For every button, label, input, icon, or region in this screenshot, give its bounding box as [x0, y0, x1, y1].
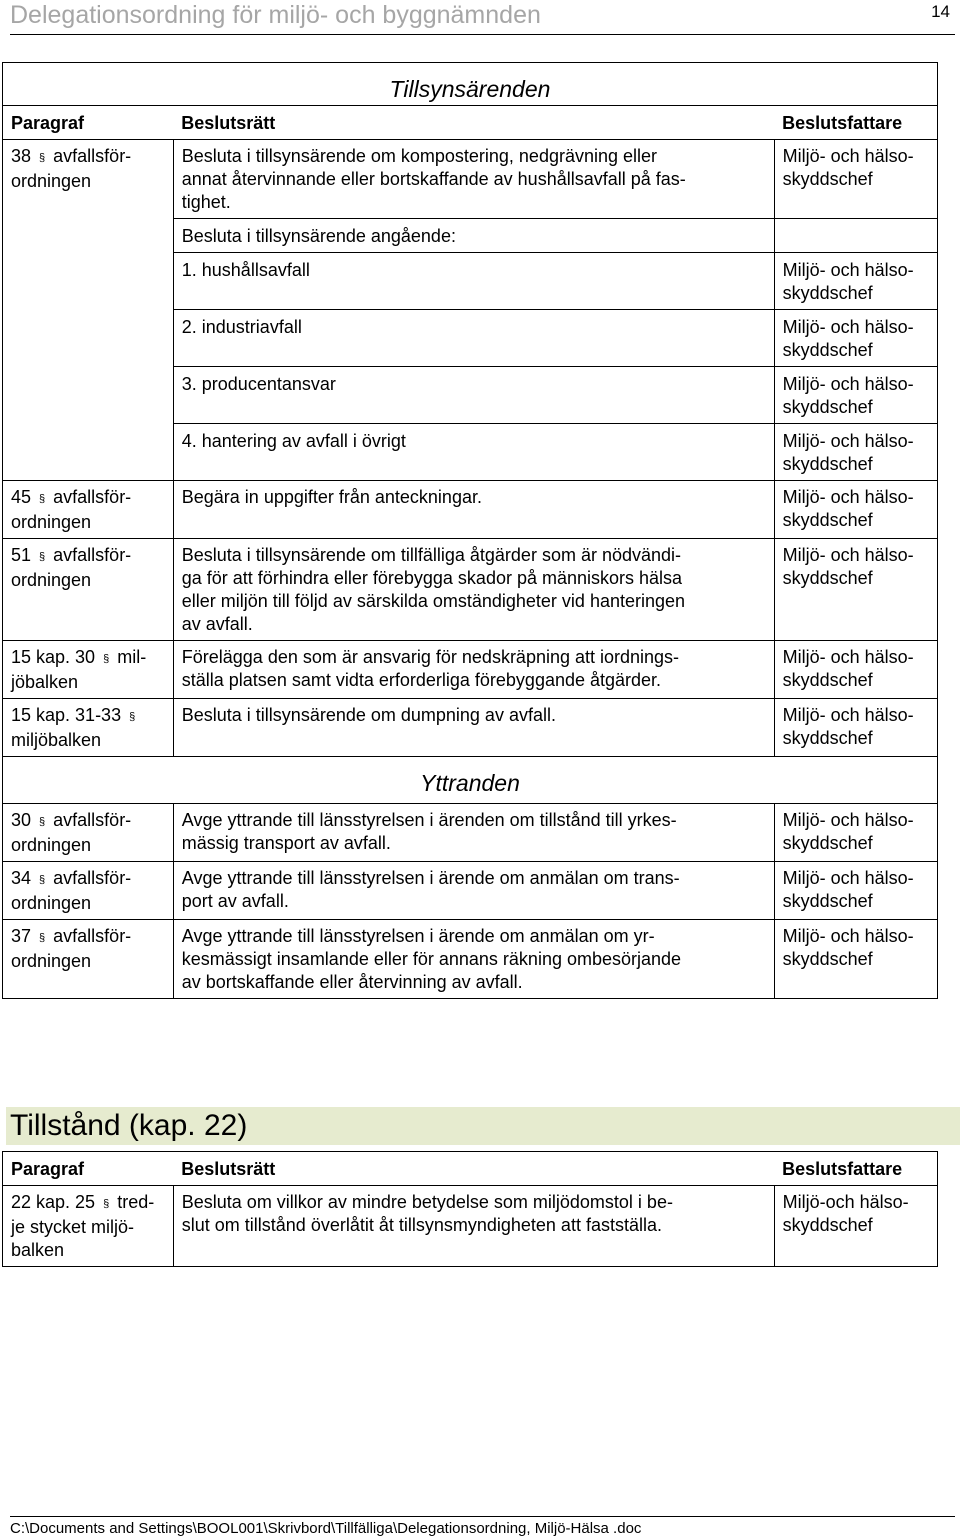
cell-beslutsfattare: Miljö- och hälso- skyddschef: [774, 862, 937, 920]
column-header-row: [3, 106, 938, 140]
table-row: [3, 140, 938, 219]
cell-beslutsratt: Besluta i tillsynsärende om tillfälliga åtgärder som är nödvändi- ga för att förhindra eller förebygga skador på människors hälsa eller miljön till följd av särskilda omständigheter vid hanteringen av avfall.: [173, 539, 774, 641]
table-row: [3, 367, 938, 424]
section-sign: §: [129, 711, 136, 723]
section-sign: §: [39, 816, 46, 828]
page-number: 14: [931, 2, 950, 21]
section-sign: §: [39, 493, 46, 505]
table-row: [3, 253, 938, 310]
column-header-paragraf: Paragraf: [3, 1152, 174, 1186]
cell-paragraf: [3, 367, 174, 424]
cell-paragraf: 34 § avfallsför- ordningen: [3, 862, 174, 920]
column-header-paragraf: Paragraf: [3, 106, 174, 140]
section-title-tillsyn: Tillsynsärenden: [3, 63, 938, 106]
tillstand-heading: Tillstånd (kap. 22): [6, 1107, 960, 1145]
section-sign: §: [39, 152, 46, 164]
cell-paragraf: [3, 253, 174, 310]
cell-beslutsfattare: Miljö- och hälso- skyddschef: [774, 539, 937, 641]
cell-beslutsratt: Begära in uppgifter från anteckningar.: [173, 481, 774, 539]
table-row: [3, 310, 938, 367]
cell-paragraf: 22 kap. 25 § tred- je stycket miljö- balken: [3, 1186, 174, 1267]
tillstand-table-body: [3, 1152, 938, 1267]
cell-paragraf: 45 § avfallsför- ordningen: [3, 481, 174, 539]
section-row: [3, 63, 938, 106]
cell-paragraf: 38 § avfallsför- ordningen: [3, 140, 174, 219]
column-header-beslutsfattare: Beslutsfattare: [774, 1152, 937, 1186]
table-row: [3, 481, 938, 539]
document-title: Delegationsordning för miljö- och byggnämnden: [10, 1, 541, 29]
cell-beslutsratt: 4. hantering av avfall i övrigt: [173, 424, 774, 481]
cell-beslutsratt: 2. industriavfall: [173, 310, 774, 367]
cell-beslutsratt: Besluta om villkor av mindre betydelse som miljödomstol i be- slut om tillstånd överlåtit åt tillsynsmyndigheten att fastställa.: [173, 1186, 774, 1267]
section-sign: §: [39, 551, 46, 563]
cell-beslutsratt: Avge yttrande till länsstyrelsen i ärende om anmälan om trans- port av avfall.: [173, 862, 774, 920]
cell-paragraf: 37 § avfallsför- ordningen: [3, 920, 174, 999]
tillstand-table: [2, 1151, 938, 1267]
cell-beslutsfattare: Miljö- och hälso- skyddschef: [774, 140, 937, 219]
tillsyn-table: [2, 62, 938, 999]
column-header-beslutsfattare: Beslutsfattare: [774, 106, 937, 140]
section-sign: §: [39, 932, 46, 944]
cell-beslutsratt: Avge yttrande till länsstyrelsen i ärenden om tillstånd till yrkes- mässig transport av avfall.: [173, 804, 774, 862]
footer-file-path: C:\Documents and Settings\BOOL001\Skrivbord\Tillfälliga\Delegationsordning, Miljö-Hälsa .doc: [10, 1516, 955, 1539]
cell-beslutsfattare: Miljö- och hälso- skyddschef: [774, 804, 937, 862]
page-header: [10, 0, 955, 35]
cell-beslutsratt: 3. producentansvar: [173, 367, 774, 424]
cell-beslutsratt: Avge yttrande till länsstyrelsen i ärende om anmälan om yr- kesmässigt insamlande eller för annans räkning ombesörjande av bortskaffande eller återvinning av avfall.: [173, 920, 774, 999]
cell-beslutsfattare: Miljö- och hälso- skyddschef: [774, 367, 937, 424]
table-row: [3, 699, 938, 757]
cell-beslutsfattare: Miljö- och hälso- skyddschef: [774, 481, 937, 539]
section-sign: §: [103, 1198, 110, 1210]
tillsyn-table-body: [3, 63, 938, 999]
cell-beslutsratt: 1. hushållsavfall: [173, 253, 774, 310]
table-row: [3, 539, 938, 641]
table-row: [3, 641, 938, 699]
cell-paragraf: 15 kap. 31-33 § miljöbalken: [3, 699, 174, 757]
table-row: [3, 1186, 938, 1267]
cell-beslutsratt: Förelägga den som är ansvarig för nedskräpning att iordnings- ställa platsen samt vidta erforderliga förebyggande åtgärder.: [173, 641, 774, 699]
cell-beslutsfattare: Miljö- och hälso- skyddschef: [774, 253, 937, 310]
column-header-beslutsratt: Beslutsrätt: [173, 106, 774, 140]
section-sign: §: [103, 653, 110, 665]
section-row: [3, 757, 938, 804]
cell-paragraf: 51 § avfallsför- ordningen: [3, 539, 174, 641]
cell-paragraf: [3, 310, 174, 367]
section-sign: §: [39, 874, 46, 886]
cell-beslutsratt: Besluta i tillsynsärende angående:: [173, 219, 774, 253]
cell-paragraf: 30 § avfallsför- ordningen: [3, 804, 174, 862]
cell-beslutsfattare: [774, 219, 937, 253]
cell-beslutsratt: Besluta i tillsynsärende om kompostering, nedgrävning eller annat återvinnande eller bortskaffande av hushållsavfall på fas- tighet.: [173, 140, 774, 219]
cell-paragraf: 15 kap. 30 § mil- jöbalken: [3, 641, 174, 699]
column-header-beslutsratt: Beslutsrätt: [173, 1152, 774, 1186]
table-row: [3, 862, 938, 920]
cell-beslutsfattare: Miljö- och hälso- skyddschef: [774, 699, 937, 757]
cell-beslutsfattare: Miljö- och hälso- skyddschef: [774, 641, 937, 699]
cell-beslutsfattare: Miljö- och hälso- skyddschef: [774, 424, 937, 481]
section-title-yttranden: Yttranden: [3, 757, 938, 804]
table-row: [3, 804, 938, 862]
cell-beslutsfattare: Miljö- och hälso- skyddschef: [774, 920, 937, 999]
cell-beslutsfattare: Miljö-och hälso- skyddschef: [774, 1186, 937, 1267]
table-row: [3, 424, 938, 481]
cell-beslutsfattare: Miljö- och hälso- skyddschef: [774, 310, 937, 367]
table-row: [3, 920, 938, 999]
cell-beslutsratt: Besluta i tillsynsärende om dumpning av avfall.: [173, 699, 774, 757]
cell-paragraf: [3, 219, 174, 253]
table-row: [3, 219, 938, 253]
column-header-row: [3, 1152, 938, 1186]
cell-paragraf: [3, 424, 174, 481]
